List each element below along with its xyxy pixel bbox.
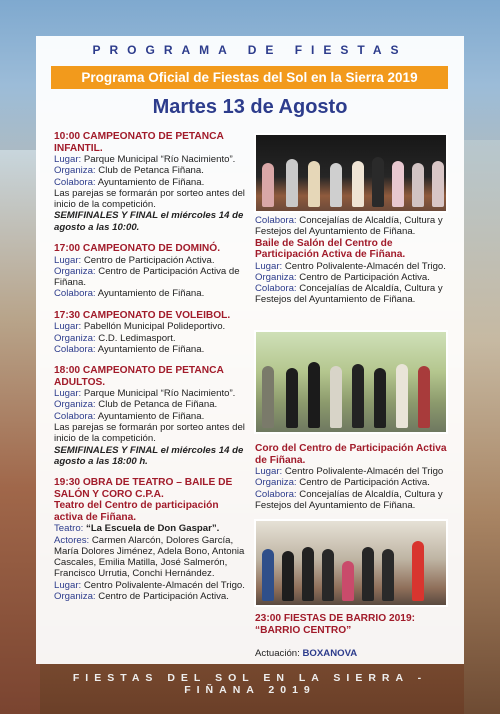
event-lugar: Lugar: Pabellón Municipal Polideportivo. <box>54 321 226 333</box>
event-note: Las parejas se formarán por sorteo antes del inicio de la competición. <box>54 187 245 211</box>
coro-organiza: Organiza: Centro de Participación Activa. <box>255 477 430 489</box>
left-column <box>54 131 250 612</box>
event-colabora: Colabora: Ayuntamiento de Fiñana. <box>54 410 205 422</box>
event-organiza: Organiza: Club de Petanca Fiñana. <box>54 165 204 177</box>
event-lugar: Lugar: Parque Municipal “Río Nacimiento”. <box>54 154 236 165</box>
event-voleibol <box>54 310 250 355</box>
right-column-top <box>255 215 448 306</box>
right-column-middle <box>255 443 448 511</box>
event-title: 18:00 CAMPEONATO DE PETANCA ADULTOS. <box>54 365 224 388</box>
official-banner: Programa Oficial de Fiestas del Sol en la Sierra 2019 <box>51 66 448 89</box>
event-title: 10:00 CAMPEONATO DE PETANCA INFANTIL. <box>54 131 224 154</box>
event-organiza: Organiza: C.D. Ledimasport. <box>54 332 176 344</box>
event-teatro <box>54 477 250 602</box>
event-petanca-infantil <box>54 131 250 233</box>
event-lugar: Lugar: Centro de Participación Activa. <box>54 254 215 266</box>
event-lugar: Lugar: Parque Municipal “Río Nacimiento”. <box>54 388 236 400</box>
event-colabora: Colabora: Ayuntamiento de Fiñana. <box>54 343 205 355</box>
baile-title: Baile de Salón del Centro de Participación Activa de Fiñana. <box>255 237 406 261</box>
event-colabora: Colabora: Ayuntamiento de Fiñana. <box>54 176 205 188</box>
event-actores: Actores: Carmen Alarcón, Dolores García, María Dolores Jiménez, Adela Bono, Antonia Cascales, Emilia Matilla, José Salmerón, Francisco Urrutia, Conchi Hernández. <box>54 534 245 580</box>
event-note: Las parejas se formarán por sorteo antes del inicio de la competición. <box>54 422 245 445</box>
event-final: SEMIFINALES Y FINAL el miércoles 14 de agosto a las 10:00. <box>54 210 244 233</box>
event-domino <box>54 243 250 300</box>
barrio-title: 23:00 FIESTAS DE BARRIO 2019: “BARRIO CENTRO” <box>255 613 416 636</box>
footer-text: FIESTAS DEL SOL EN LA SIERRA - FIÑANA 2019 <box>72 672 428 696</box>
right-column-bottom <box>255 613 448 659</box>
event-title: 17:00 CAMPEONATO DE DOMINÓ. <box>54 243 221 255</box>
coro-colabora: Colabora: Concejalías de Alcaldía, Cultura y Festejos del Ayuntamiento de Fiñana. <box>255 488 443 511</box>
coro-title: Coro del Centro de Participación Activa de Fiñana. <box>255 443 447 466</box>
event-teatro-name: Teatro: “La Escuela de Don Gaspar”. <box>54 523 220 535</box>
event-final: SEMIFINALES Y FINAL el miércoles 14 de agosto a las 18:00 h. <box>54 444 244 467</box>
choir-photo <box>254 519 448 607</box>
ballroom-dance-photo <box>254 330 448 434</box>
event-title: 17:30 CAMPEONATO DE VOLEIBOL. <box>54 309 231 321</box>
event-organiza: Organiza: Centro de Participación Activa de Fiñana. <box>54 265 240 289</box>
baile-lugar: Lugar: Centro Polivalente-Almacén del Trigo. <box>255 260 446 272</box>
date-heading: Martes 13 de Agosto <box>152 96 348 118</box>
background-left <box>0 150 40 714</box>
event-subtitle: Teatro del Centro de participación activa de Fiñana. <box>54 500 219 523</box>
barrio-actuacion: Actuación: BOXANOVA <box>255 648 358 659</box>
event-title: 19:30 OBRA DE TEATRO – BAILE DE SALÓN Y CORO C.P.A. <box>54 477 233 500</box>
colabora-1: Colabora: Concejalías de Alcaldía, Cultura y Festejos del Ayuntamiento de Fiñana. <box>255 215 443 238</box>
background-right <box>464 140 500 714</box>
baile-colabora: Colabora: Concejalías de Alcaldía, Cultura y Festejos del Ayuntamiento de Fiñana. <box>255 283 443 306</box>
event-organiza: Organiza: Centro de Participación Activa. <box>54 591 229 603</box>
event-colabora: Colabora: Ayuntamiento de Fiñana. <box>54 288 205 300</box>
event-petanca-adultos <box>54 365 250 467</box>
event-lugar: Lugar: Centro Polivalente-Almacén del Trigo. <box>54 579 245 591</box>
event-organiza: Organiza: Club de Petanca de Fiñana. <box>54 399 218 411</box>
baile-organiza: Organiza: Centro de Participación Activa. <box>255 271 430 283</box>
theatre-group-photo <box>254 133 448 213</box>
coro-lugar: Lugar: Centro Polivalente-Almacén del Trigo <box>255 466 444 477</box>
program-title: PROGRAMA DE FIESTAS <box>92 43 408 57</box>
